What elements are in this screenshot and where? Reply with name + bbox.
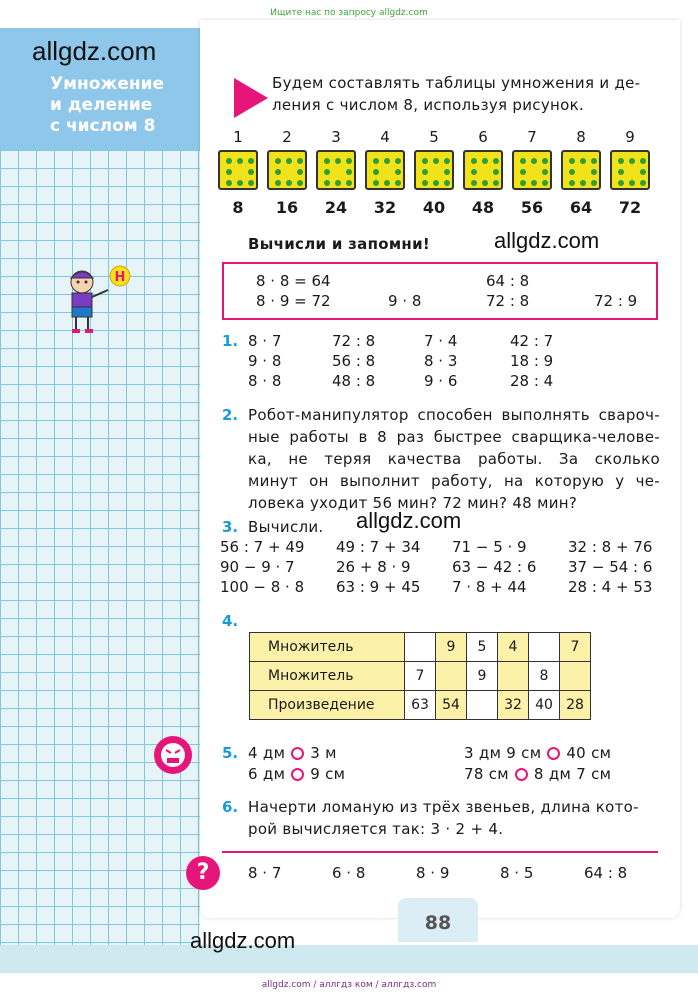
dice-icon [463, 150, 503, 190]
ex1-expression: 9 · 6 [424, 372, 458, 390]
dice-icon [218, 150, 258, 190]
ex3-expression: 71 − 5 · 9 [452, 538, 527, 556]
dice-product: 56 [520, 198, 544, 217]
dice-icon [414, 150, 454, 190]
row-label: Произведение [250, 691, 405, 720]
dice-dot [346, 180, 352, 186]
dice-dot [569, 158, 575, 164]
dice-dot [275, 158, 281, 164]
dice-dot [520, 169, 526, 175]
ex3-grid [220, 538, 660, 602]
table-cell: 7 [405, 662, 436, 691]
ex5-right: 40 см [566, 744, 612, 762]
ex1-expression: 56 : 8 [332, 352, 376, 370]
table-cell[interactable] [498, 662, 529, 691]
intro-line-2: ления с числом 8, используя рисунок. [272, 96, 585, 114]
ex5-left: 3 дм 9 см [464, 744, 542, 762]
dice-dot [297, 180, 303, 186]
dice-dot [569, 169, 575, 175]
dice-icon [512, 150, 552, 190]
ex5-item-2 [464, 742, 611, 764]
dice-dot [580, 180, 586, 186]
table-cell: 9 [436, 633, 467, 662]
ex5-right: 3 м [310, 744, 337, 762]
ex5-right: 8 дм 7 см [533, 765, 612, 783]
ex3-expression: 49 : 7 + 34 [336, 538, 421, 556]
ex2-text [248, 404, 660, 514]
dice-dot [226, 180, 232, 186]
compare-circle[interactable] [291, 747, 304, 760]
dice-icon [561, 150, 601, 190]
top-note: Ищите нас по запросу allgdz.com [270, 8, 428, 18]
memo-box [222, 262, 658, 320]
chapter-line-1: Умножение [50, 74, 165, 94]
dice-dot [569, 180, 575, 186]
dice-dot [422, 158, 428, 164]
table-cell: 5 [467, 633, 498, 662]
dice-dot [297, 169, 303, 175]
dice-dot [248, 180, 254, 186]
ex2-line: ка, не теряя качества работы. За сколько [248, 450, 660, 468]
dice-dot [226, 158, 232, 164]
dice-dot [471, 180, 477, 186]
dice-dot [422, 169, 428, 175]
table-row [250, 691, 591, 720]
dice-product: 64 [569, 198, 593, 217]
row-label: Множитель [250, 633, 405, 662]
ex4-number: 4. [222, 612, 239, 630]
row-label: Множитель [250, 662, 405, 691]
ex5-left: 6 дм [248, 765, 286, 783]
dice-dot [580, 158, 586, 164]
dice-dot [346, 169, 352, 175]
dice-product: 8 [232, 198, 244, 217]
dice-dot [395, 169, 401, 175]
ex3-expression: 63 − 42 : 6 [452, 558, 537, 576]
ex6-line-1: Начерти ломаную из трёх звеньев, длина кото- [248, 798, 639, 816]
dice-dot [237, 158, 243, 164]
dice-label: 2 [282, 128, 292, 146]
ex3-expression: 56 : 7 + 49 [220, 538, 305, 556]
watermark-top: allgdz.com [32, 36, 157, 66]
dice-dot [482, 158, 488, 164]
dice-dot [384, 180, 390, 186]
dice-dot [531, 158, 537, 164]
dice-dot [286, 158, 292, 164]
dice-dot [542, 180, 548, 186]
memo-d: 9 · 8 [388, 292, 422, 310]
dice-dot [324, 158, 330, 164]
ex3-expression: 32 : 8 + 76 [568, 538, 653, 556]
dice-label: 5 [429, 128, 439, 146]
ex2-line: ные работы в 8 раз быстрее сварщика-челове- [248, 428, 660, 446]
compare-circle[interactable] [547, 747, 560, 760]
dice-dot [591, 180, 597, 186]
dice-dot [297, 158, 303, 164]
quiz-expression: 8 · 7 [248, 864, 282, 882]
watermark-mid2: allgdz.com [356, 508, 462, 533]
ex3-expression: 26 + 8 · 9 [336, 558, 411, 576]
ex2-number: 2. [222, 406, 239, 424]
dice-dot [520, 158, 526, 164]
table-cell: 40 [529, 691, 560, 720]
ex3-expression: 7 · 8 + 44 [452, 578, 527, 596]
ex3-expression: 100 − 8 · 8 [220, 578, 305, 596]
table-cell[interactable] [560, 662, 591, 691]
ex5-left: 78 см [464, 765, 509, 783]
dice-icon [610, 150, 650, 190]
dice-label: 3 [331, 128, 341, 146]
ex1-grid [248, 332, 668, 398]
dice-dot [629, 158, 635, 164]
chapter-line-2: и деление [50, 95, 153, 115]
watermark-bottom: allgdz.com [190, 928, 296, 953]
memo-b: 64 : 8 [486, 272, 530, 290]
dice-dot [629, 180, 635, 186]
dice-dot [324, 180, 330, 186]
ex5-left: 4 дм [248, 744, 286, 762]
table-cell[interactable] [405, 633, 436, 662]
dice-dot [618, 180, 624, 186]
quiz-divider [222, 851, 658, 853]
dice-dot [248, 169, 254, 175]
dice-label: 1 [233, 128, 243, 146]
robot-boy-icon [62, 264, 142, 336]
svg-text:Н: Н [114, 270, 126, 285]
table-row [250, 633, 591, 662]
table-cell: 32 [498, 691, 529, 720]
ex5-number: 5. [222, 744, 239, 762]
ex2-line: Робот-манипулятор способен выполнять свароч- [248, 406, 660, 424]
table-cell: 7 [560, 633, 591, 662]
ex1-number: 1. [222, 332, 239, 350]
dice-label: 9 [625, 128, 635, 146]
dice-dot [520, 180, 526, 186]
page-number: 88 [398, 898, 478, 942]
dice-dot [482, 180, 488, 186]
ex1-expression: 8 · 3 [424, 352, 458, 370]
dice-product: 40 [422, 198, 446, 217]
quiz-row [248, 864, 668, 886]
ex1-expression: 42 : 7 [510, 332, 554, 350]
ex1-expression: 18 : 9 [510, 352, 554, 370]
compare-circle[interactable] [291, 768, 304, 781]
footer: allgdz.com / аллгдз ком / аллгдз.com [261, 980, 437, 990]
table-cell: 9 [467, 662, 498, 691]
dice-dot [373, 180, 379, 186]
ex5-right: 9 см [310, 765, 346, 783]
ex3-title: Вычисли. [248, 518, 324, 536]
dice-dot [373, 158, 379, 164]
dice-dot [395, 180, 401, 186]
chapter-title [50, 74, 170, 137]
dice-dot [618, 169, 624, 175]
ex6-text [248, 796, 660, 840]
ex3-expression: 37 − 54 : 6 [568, 558, 653, 576]
dice-dot [324, 169, 330, 175]
watermark-mid1: allgdz.com [494, 228, 600, 253]
dice-dot [542, 158, 548, 164]
ex1-expression: 48 : 8 [332, 372, 376, 390]
dice-dot [226, 169, 232, 175]
dice-product: 72 [618, 198, 642, 217]
dice-dot [591, 169, 597, 175]
compute-title: Вычисли и запомни! [248, 235, 431, 253]
bottom-band [0, 945, 698, 973]
dice-dot [591, 158, 597, 164]
table-cell: 54 [436, 691, 467, 720]
dice-dot [433, 158, 439, 164]
ex6-number: 6. [222, 798, 239, 816]
puzzle-face-icon [152, 734, 194, 776]
memo-c: 8 · 9 = 72 [256, 292, 331, 310]
dice-dot [286, 180, 292, 186]
table-cell[interactable] [436, 662, 467, 691]
dice-dot [493, 180, 499, 186]
dice-dot [444, 169, 450, 175]
question-icon: ? [186, 856, 220, 890]
ex5-item-4 [464, 763, 611, 785]
dice-product: 48 [471, 198, 495, 217]
dice-label: 8 [576, 128, 586, 146]
table-cell[interactable] [529, 633, 560, 662]
dice-dot [335, 158, 341, 164]
ex2-line: минут он выполнит работу, на которую у че- [248, 472, 660, 490]
dice-dot [433, 180, 439, 186]
dice-dot [373, 169, 379, 175]
table-cell[interactable] [467, 691, 498, 720]
ex1-expression: 72 : 8 [332, 332, 376, 350]
dice-product: 16 [275, 198, 299, 217]
ex1-expression: 8 · 7 [248, 332, 282, 350]
table-row [250, 662, 591, 691]
dice-dot [444, 158, 450, 164]
dice-dot [422, 180, 428, 186]
dice-dot [346, 158, 352, 164]
ex4-table [249, 632, 591, 720]
ex3-expression: 90 − 9 · 7 [220, 558, 295, 576]
dice-dot [335, 180, 341, 186]
dice-dot [384, 158, 390, 164]
dice-dot [640, 158, 646, 164]
dice-dot [542, 169, 548, 175]
memo-f: 72 : 9 [594, 292, 638, 310]
dice-dot [248, 158, 254, 164]
intro-line-1: Будем составлять таблицы умножения и де- [272, 74, 641, 92]
dice-label: 4 [380, 128, 390, 146]
quiz-expression: 64 : 8 [584, 864, 628, 882]
table-cell: 4 [498, 633, 529, 662]
ex2-line: ловека уходит 56 мин? 72 мин? 48 мин? [248, 494, 578, 512]
quiz-expression: 8 · 5 [500, 864, 534, 882]
memo-e: 72 : 8 [486, 292, 530, 310]
table-cell: 63 [405, 691, 436, 720]
ex3-number: 3. [222, 518, 239, 536]
dice-icon [267, 150, 307, 190]
dice-dot [471, 158, 477, 164]
ex3-expression: 28 : 4 + 53 [568, 578, 653, 596]
dice-dot [640, 180, 646, 186]
intro-marker [234, 78, 268, 118]
quiz-expression: 8 · 9 [416, 864, 450, 882]
dice-product: 24 [324, 198, 348, 217]
dice-label: 6 [478, 128, 488, 146]
dice-dot [444, 180, 450, 186]
dice-icon [316, 150, 356, 190]
table-cell: 28 [560, 691, 591, 720]
dice-dot [237, 180, 243, 186]
ex1-expression: 28 : 4 [510, 372, 554, 390]
dice-dot [493, 158, 499, 164]
table-cell: 8 [529, 662, 560, 691]
dice-dot [275, 180, 281, 186]
ex5-item-1 [248, 742, 337, 764]
ex1-expression: 9 · 8 [248, 352, 282, 370]
ex5-item-3 [248, 763, 345, 785]
intro-text [272, 72, 640, 116]
dice-dot [618, 158, 624, 164]
ex1-expression: 8 · 8 [248, 372, 282, 390]
ex1-expression: 7 · 4 [424, 332, 458, 350]
dice-dot [471, 169, 477, 175]
memo-a: 8 · 8 = 64 [256, 272, 331, 290]
ex3-expression: 63 : 9 + 45 [336, 578, 421, 596]
compare-circle[interactable] [515, 768, 528, 781]
chapter-line-3: с числом 8 [50, 116, 156, 136]
dice-icon [365, 150, 405, 190]
quiz-expression: 6 · 8 [332, 864, 366, 882]
ex6-line-2: рой вычисляется так: 3 · 2 + 4. [248, 820, 504, 838]
dice-label: 7 [527, 128, 537, 146]
dice-product: 32 [373, 198, 397, 217]
dice-dot [531, 180, 537, 186]
dice-dot [275, 169, 281, 175]
dice-dot [395, 158, 401, 164]
dice-dot [640, 169, 646, 175]
dice-dot [493, 169, 499, 175]
